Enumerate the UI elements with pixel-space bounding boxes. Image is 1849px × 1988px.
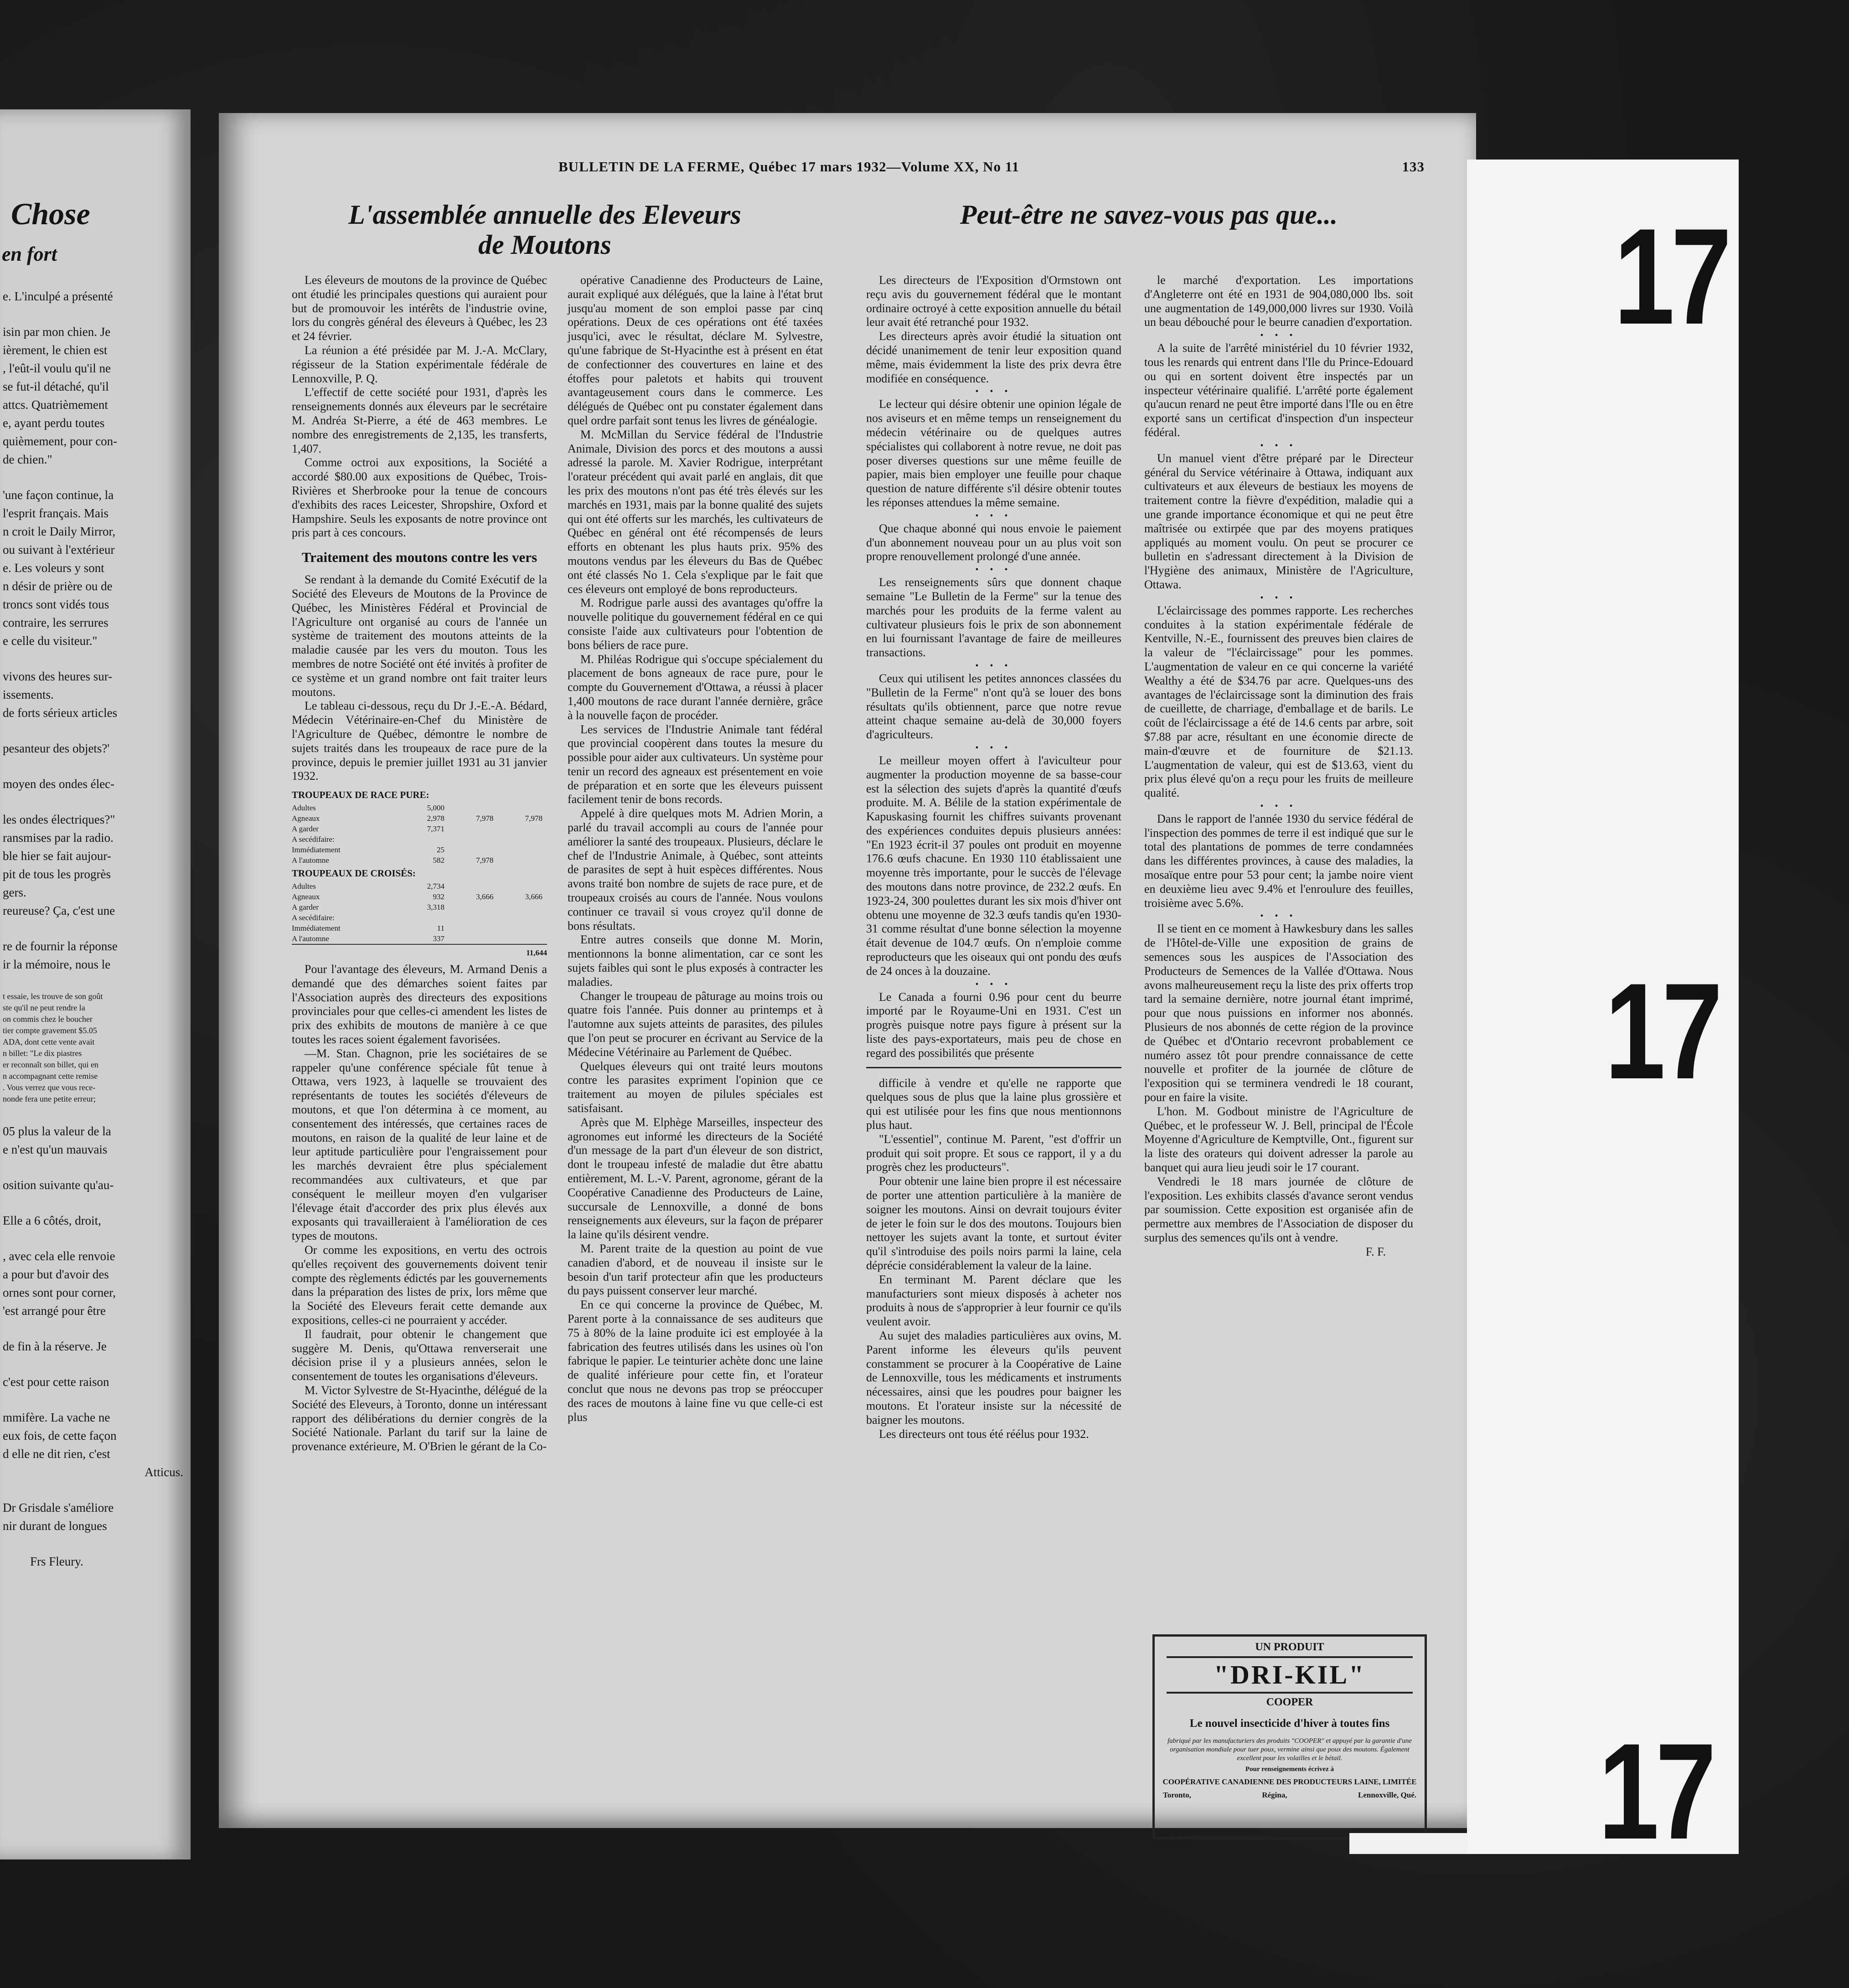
left-page-line: . Vous verrez que vous rece- — [3, 1083, 96, 1092]
article-2-paragraph: Il se tient en ce moment à Hawkesbury dans les salles de l'Hôtel-de-Ville une exposition de grains de semences sous les auspices de l'Association des Producteurs de Semences de la Vallée d'Ottawa. Nous avons malheureusement reçu la liste des prix offerts trop tard la semaine dernière, notre journal étant imprimé, pour que nous puissions en informer nos abonnés. Plusieurs de nos abonnés de cette région de la province de Québec et d'Ontario recevront probablement ce numéro assez tôt pour prendre connaissance de cette nouvelle et profiter de la journée de clôture de l'exposition qui se terminera vendredi le 18 courant, pour en faire la visite. — [1144, 922, 1413, 1104]
left-page-line: ransmises par la radio. — [3, 831, 114, 845]
line-gap — [3, 650, 191, 667]
article-1-paragraph: M. Rodrigue parle aussi des avantages qu'offre la nouvelle politique du gouvernement fédéral en ce qui consiste l'aide aux cultivateurs pour l'obtention de bons béliers de race pure. — [568, 596, 823, 652]
column-3 — [866, 273, 1121, 1441]
left-page-line: isin par mon chien. Je — [3, 325, 111, 339]
left-page-line: issements. — [3, 688, 54, 701]
table-cell: A l'automne — [292, 856, 329, 865]
ad-company: COOPÉRATIVE CANADIENNE DES PRODUCTEURS LAINE, LIMITÉE — [1162, 1777, 1417, 1786]
left-page-subheading: en fort — [2, 243, 57, 265]
table-row — [292, 803, 547, 813]
table-cell: 3,318 — [427, 903, 445, 912]
left-page-line: e celle du visiteur." — [3, 634, 98, 648]
line-gap — [3, 305, 191, 323]
line-gap — [3, 469, 191, 486]
left-page-line: e. Les voleurs y sont — [3, 561, 104, 575]
article-1-paragraph: Le tableau ci-dessous, reçu du Dr J.-E.-A. Bédard, Médecin Vétérinaire-en-Chef du Ministère de l'Agriculture de Québec, démontre le nombre de sujets traités dans les troupeaux de race pure de la province, depuis le premier juillet 1931 au 31 janvier 1932. — [292, 699, 547, 783]
left-page-line: ou suivant à l'extérieur — [3, 543, 115, 556]
section-separator: • • • — [1260, 440, 1297, 451]
article-2-paragraph: le marché d'exportation. Les importations d'Angleterre ont été en 1931 de 904,080,000 lbs. soit une augmentation de 149,000,000 livres sur 1930. Voilà un beau débouché pour le beurre canadien d'exportation. — [1144, 273, 1413, 329]
table-row — [292, 824, 547, 834]
left-page-line: gers. — [3, 886, 26, 899]
table-cell — [498, 824, 547, 834]
table-cell: 932 — [433, 892, 445, 901]
article-2-signature: F. F. — [1365, 1245, 1386, 1258]
table-cell: 2,734 — [427, 882, 445, 891]
table-cell: 2,978 — [427, 814, 445, 823]
article-2-paragraph: Le meilleur moyen offert à l'aviculteur pour augmenter la production moyenne de sa basse-cour est la sélection des sujets d'après la quantité d'œufs produite. M. A. Bélile de la station expérimentale de Kapuskasing fournit les chiffres suivants provenant des expériences conduites depuis plusieurs années: "En 1923 écrit-il 37 poules ont produit en moyenne 176.6 œufs chacune. En 1930 110 établissaient une moyenne très importante, pour le succès de l'élevage des moutons dans notre province, de 232.2 œufs. En 1923-24, 300 poulettes durant les six mois d'hiver ont obtenu une moyenne de 32.3 œufs tandis qu'en 1930-31 comme résultat d'une bonne sélection la moyenne était devenue de 104.7 œufs. On n'emploie comme reproducteurs que les oiseaux qui ont pondu des œufs de 24 onces à la douzaine. — [866, 753, 1121, 978]
left-page-line: 05 plus la valeur de la — [3, 1124, 111, 1138]
line-gap — [3, 722, 191, 739]
table-row — [292, 912, 547, 923]
left-page-line: 'est arrangé pour être — [3, 1304, 106, 1318]
line-gap — [3, 1159, 191, 1176]
section-separator: • • • — [975, 979, 1012, 989]
article-1-paragraph: Il faudrait, pour obtenir le changement que suggère M. Denis, qu'Ottawa renverserait une décision prise il y a plusieurs années, selon le consentement de toutes les organisations d'éleveurs. — [292, 1327, 547, 1383]
target-card-tab — [1349, 1833, 1468, 1854]
table-cell — [498, 845, 547, 855]
article-1-paragraph: Après que M. Elphège Marseilles, inspecteur des agronomes eut informé les directeurs de la Société d'un message de la part d'un éleveur de son district, dont le troupeau infesté de maladie dut être abattu entièrement, M. L.-V. Parent, agronome, gérant de la Coopérative Canadienne des Producteurs de Laine, succursale de Lennoxville, a donné de bons renseignements aux éleveurs, sur la façon de préparer la laine qu'ils désirent vendre. — [568, 1115, 823, 1241]
table-cell — [498, 803, 547, 813]
ad-city: Toronto, — [1163, 1791, 1191, 1799]
table-cell: A secédifaire: — [292, 913, 335, 922]
article-2-paragraph: A la suite de l'arrêté ministériel du 10 février 1932, tous les renards qui entrent dans l'Ile du Prince-Edouard ou qui en sortent doivent être inspectés par un inspecteur vétérinaire qualifié. L'arrêté porte également qu'aucun renard ne peut être importé dans l'Ile ou en être exporté sans un certificat d'inspection d'un inspecteur fédéral. — [1144, 341, 1413, 439]
left-page-line: on commis chez le boucher — [3, 1015, 93, 1024]
section-separator: • • • — [975, 386, 1012, 397]
table-cell: 5,000 — [427, 803, 445, 813]
section-separator: • • • — [975, 510, 1012, 521]
table-cell — [498, 933, 547, 944]
page-number: 133 — [1402, 159, 1425, 175]
table-cell: Agneaux — [292, 892, 320, 901]
left-page-signature: Atticus. — [145, 1465, 183, 1479]
running-head-text: BULLETIN DE LA FERME, Québec 17 mars 1932—Volume XX, No 11 — [558, 159, 1020, 175]
table-cell — [449, 912, 498, 923]
table-cell: 3,666 — [476, 892, 494, 901]
table-cell — [400, 912, 449, 923]
running-head — [558, 159, 1425, 175]
left-page-line: nir durant de longues — [3, 1519, 107, 1533]
column-rule — [866, 1067, 1121, 1068]
table-cell — [449, 803, 498, 813]
table-heading-row — [292, 787, 547, 803]
table-row — [292, 881, 547, 891]
left-page-heading: Chose — [11, 196, 90, 231]
left-page-line: , l'eût-il voulu qu'il ne — [3, 361, 111, 375]
table-cell — [449, 902, 498, 912]
article-1-paragraph: Quelques éleveurs qui ont traité leurs moutons contre les parasites expriment l'opinion que ce traitement au moyen de pilules spéciales est satisfaisant. — [568, 1059, 823, 1115]
ad-maker: COOPER — [1266, 1696, 1313, 1708]
previous-page-strip — [0, 109, 191, 1859]
table-total-row — [292, 944, 547, 958]
table-row — [292, 834, 547, 845]
section-separator: • • • — [975, 742, 1012, 753]
table-heading-row — [292, 865, 547, 881]
left-page-line: ble hier se fait aujour- — [3, 849, 111, 863]
article-1-paragraph: M. Victor Sylvestre de St-Hyacinthe, délégué de la Société des Eleveurs, à Toronto, donne un intéressant rapport des délibérations du dernier congrès de la Société Nationale. Parlant du tarif sur la laine de provenance extérieure, M. O'Brien le gérant de la Co- — [292, 1384, 547, 1453]
left-page-line: e. L'inculpé a présenté — [3, 289, 113, 303]
table-cell — [400, 834, 449, 845]
left-page-line: de fin à la réserve. Je — [3, 1339, 107, 1353]
left-page-line: de forts sérieux articles — [3, 706, 118, 720]
article-1-headline — [287, 200, 802, 260]
left-page-line: e n'est qu'un mauvais — [3, 1143, 108, 1156]
table-cell: Immédiatement — [292, 845, 341, 855]
table-cell: 7,978 — [476, 814, 494, 823]
left-page-line: Elle a 6 côtés, droit, — [3, 1214, 101, 1227]
table-cell: A garder — [292, 903, 319, 912]
article-1-paragraph: M. Philéas Rodrigue qui s'occupe spécialement du placement de bons agneaux de race pure, pour le compte du Gouvernement d'Ottawa, a réussi à placer 1,400 moutons de race durant l'année dernière, grâce à la nouvelle façon de procéder. — [568, 652, 823, 722]
line-gap — [3, 920, 191, 937]
line-gap — [3, 1355, 191, 1373]
table-row — [292, 933, 547, 944]
left-page-line: pesanteur des objets?' — [3, 742, 110, 755]
table-cell: Agneaux — [292, 814, 320, 823]
article-1-paragraph: Comme octroi aux expositions, la Société a accordé $80.00 aux expositions de Québec, Trois-Rivières et Sherbrooke pour la tenue de concours d'exhibits des races Leicester, Shropshire, Oxford et Hampshire. Seuls les exposants de notre province ont pris part à ces concours. — [292, 456, 547, 540]
line-gap — [3, 1391, 191, 1408]
table-cell: A l'automne — [292, 934, 329, 943]
table-row — [292, 923, 547, 933]
left-page-line: ir la mémoire, nous le — [3, 958, 111, 971]
left-page-line: se fut-il détaché, qu'il — [3, 380, 109, 393]
left-page-line: , avec cela elle renvoie — [3, 1249, 115, 1263]
target-number-top: 17 — [1614, 200, 1728, 353]
left-page-line: reureuse? Ça, c'est une — [3, 904, 115, 917]
left-page-line: nonde fera une petite erreur; — [3, 1094, 96, 1103]
table-cell — [498, 834, 547, 845]
table-cell — [498, 881, 547, 891]
article-1-paragraph: Les services de l'Industrie Animale tant fédéral que provincial coopèrent dans toutes la mesure du possible pour aider aux cultivateurs. Un système pour tenir un record des agneaux est présentement en voie de préparation et en sorte que les éleveurs puissent facilement tenir de bons records. — [568, 722, 823, 806]
article-1-paragraph: "L'essentiel", continue M. Parent, "est d'offrir un produit qui soit propre. Et sous ce rapport, il y a du progrès chez les producteurs". — [866, 1132, 1121, 1174]
target-number-middle: 17 — [1605, 954, 1719, 1107]
left-page-line: tier compte gravement $5.05 — [3, 1026, 97, 1035]
article-1-paragraph: difficile à vendre et qu'elle ne rapporte que quelques sous de plus que la laine plus grossière et qui est utilisée pour les fins que nous mentionnons plus haut. — [866, 1076, 1121, 1132]
table-cell: Adultes — [292, 803, 316, 813]
table-heading: TROUPEAUX DE CROISÉS: — [292, 868, 416, 879]
section-separator: • • • — [1260, 592, 1297, 603]
article-1-paragraph: Se rendant à la demande du Comité Exécutif de la Société des Eleveurs de Moutons de la Province de Québec, les Ministères Fédéral et Provincial de l'Agriculture ont organisé au cours de l'année un système de traitement des moutons atteints de la maladie causée par les vers du mouton. Tous les membres de notre Société ont été invités à profiter de ce système et un grand nombre ont fait traiter leurs moutons. — [292, 573, 547, 699]
left-page-line: ADA, dont cette vente avait — [3, 1037, 95, 1046]
column-1 — [292, 273, 547, 1454]
article-2-paragraph: Les directeurs après avoir étudié la situation ont décidé unanimement de tenir leur exposition quand même, mais évidemment la liste des prix devra être modifiée en conséquence. — [866, 330, 1121, 385]
left-page-text — [3, 287, 191, 1571]
line-gap — [3, 1535, 191, 1552]
left-page-line: n billet: "Le dix piastres — [3, 1049, 82, 1058]
article-1-paragraph: En terminant M. Parent déclare que les manufacturiers sont mieux disposés à acheter nos produits à nous de s'approprier à leur fournir ce qu'ils veulent avoir. — [866, 1272, 1121, 1329]
line-gap — [3, 793, 191, 810]
article-2-paragraph: Ceux qui utilisent les petites annonces classées du "Bulletin de la Ferme" n'ont qu'à se louer des bons résultats qu'ils obtiennent, parce que notre revue atteint chaque semaine au-delà de 30,000 foyers d'agriculteurs. — [866, 671, 1121, 742]
left-page-line: 'une façon continue, la — [3, 488, 114, 502]
ad-city: Lennoxville, Qué. — [1358, 1791, 1416, 1799]
left-page-signature: Frs Fleury. — [30, 1555, 83, 1568]
table-cell: 3,666 — [525, 892, 542, 901]
article-1-paragraph: En ce qui concerne la province de Québec, M. Parent porte à la connaissance de ses auditeurs que 75 à 80% de la laine produite ici est employée à la fabrication des feutres utilisés dans les usines où l'on fabrique le papier. Le teinturier achète donc une laine de qualité inférieure pour cette fin, et l'orateur conclut que nous ne devons pas trop se préoccuper des races de moutons à laine fine vu que celle-ci est plus — [568, 1298, 823, 1424]
table-cell: 582 — [433, 856, 445, 865]
line-gap — [3, 973, 191, 991]
article-2-paragraph: Les renseignements sûrs que donnent chaque semaine "Le Bulletin de la Ferme" sur la tenue des marchés pour les produits de la ferme valent au cultivateur plusieurs fois le prix de son abonnement en lui fournissant l'avantage de faire de meilleures transactions. — [866, 576, 1121, 659]
table-cell — [449, 881, 498, 891]
left-page-line: pit de tous les progrès — [3, 867, 111, 881]
article-1-headline-line-1: L'assemblée annuelle des Eleveurs — [348, 200, 741, 230]
left-page-line: osition suivante qu'au- — [3, 1178, 114, 1192]
table-cell: 7,371 — [427, 824, 445, 834]
table-row — [292, 855, 547, 865]
left-page-line: d elle ne dit rien, c'est — [3, 1447, 110, 1461]
table-cell: 25 — [437, 845, 445, 855]
table-cell: 7,978 — [476, 856, 494, 865]
left-page-line: n désir de prière ou de — [3, 579, 113, 593]
article-1-paragraph: M. Parent traite de la question au point de vue canadien d'abord, et de nouveau il insiste sur le besoin d'un tarif protecteur afin que les producteurs du pays puissent conserver leur marché. — [568, 1241, 823, 1298]
article-2-paragraph: Vendredi le 18 mars journée de clôture de l'exposition. Les exhibits classés d'avance seront vendus par soumission. Cette exposition est organisée afin de permettre aux membres de l'Association de disposer du surplus des semences qu'ils ont à vendre. — [1144, 1174, 1413, 1244]
article-2-headline: Peut-être ne savez-vous pas que... — [960, 200, 1338, 230]
article-2-paragraph: Les directeurs de l'Exposition d'Ormstown ont reçu avis du gouvernement fédéral que le montant ordinaire octroyé à cette exposition annuelle du bétail leur avait été retranché pour 1932. — [866, 273, 1121, 329]
left-page-line: moyen des ondes élec- — [3, 777, 115, 791]
article-2-paragraph: Un manuel vient d'être préparé par le Directeur général du Service vétérinaire à Ottawa, indiquant aux cultivateurs et aux éleveurs de bestiaux les moyens de traitement contre la fièvre d'expédition, maladie qui a une grande importance économique et qui ne peut être maîtrisée ou extirpée que par des moyens pratiques appliqués au moment voulu. On peut se procurer ce bulletin en s'adressant directement à la Division de l'Hygiène des animaux, Ministère de l'Agriculture, Ottawa. — [1144, 451, 1413, 591]
table-cell — [498, 912, 547, 923]
ad-tagline: Le nouvel insecticide d'hiver à toutes fins — [1189, 1717, 1390, 1730]
table-cell — [498, 902, 547, 912]
table-cell: 7,978 — [525, 814, 542, 823]
article-1-paragraph: Or comme les expositions, en vertu des octrois qu'elles reçoivent des gouvernements doivent tenir compte des règlements édictés par les gouvernements dans la préparation des listes de prix, lors même que la Société des Eleveurs ferait cette demande aux expositions, celles-ci ne pourraient y accéder. — [292, 1243, 547, 1327]
article-1-paragraph: Pour l'avantage des éleveurs, M. Armand Denis a demandé que des démarches soient faites par l'Association auprès des directeurs des expositions provinciales pour que celles-ci amendent les listes de prix des exhibits de moutons de manière à ce que toutes les races soient également favorisées. — [292, 963, 547, 1046]
table-total: 11,644 — [292, 944, 547, 958]
column-2 — [568, 273, 823, 1424]
article-1-paragraph: Les directeurs ont tous été réélus pour 1932. — [879, 1427, 1089, 1441]
line-gap — [3, 1194, 191, 1211]
left-page-line: l'esprit français. Mais — [3, 506, 109, 520]
left-page-line: a pour but d'avoir des — [3, 1267, 109, 1281]
left-page-line: c'est pour cette raison — [3, 1375, 109, 1389]
article-1-paragraph: Pour obtenir une laine bien propre il est nécessaire de porter une attention particulière à la manière de soigner les moutons. Ainsi on devrait toujours éviter de jeter le foin sur le dos des moutons. Toujours bien nettoyer les sujets avant la tonte, et surtout éviter qu'il s'introduise des poils noirs parmi la laine, cela déprécie considérablement la valeur de la laine. — [866, 1174, 1121, 1272]
table-cell — [449, 923, 498, 933]
left-page-line: attcs. Quatrièmement — [3, 398, 108, 412]
left-page-line: re de fournir la réponse — [3, 939, 118, 953]
left-page-line: quièmement, pour con- — [3, 434, 118, 448]
left-page-line: ièrement, le chien est — [3, 343, 108, 357]
article-1-paragraph: Appelé à dire quelques mots M. Adrien Morin, a parlé du travail accompli au cours de l'année pour améliorer la santé des troupeaux. Plusieurs, déclare le chef de l'Industrie Animale, à Québec, sont atteints de parasites de sept à huit espèces différentes. Nous avons traité bon nombre de sujets de race pure, et de troupeaux croisés au cours de l'année. Nous voulons continuer ce travail si vous croyez qu'il donne de bons résultats. — [568, 807, 823, 932]
section-separator: • • • — [975, 565, 1012, 575]
left-page-line: n accompagnant cette remise — [3, 1071, 98, 1081]
section-separator: • • • — [1260, 801, 1297, 811]
dri-kil-advertisement — [1152, 1634, 1427, 1839]
line-gap — [3, 757, 191, 775]
left-page-line: ornes sont pour corner, — [3, 1286, 116, 1299]
article-2-paragraph: Le lecteur qui désire obtenir une opinion légale de nos aviseurs et en même temps un renseignement du médecin vétérinaire ou de quelques autres spécialistes qui collaborent à notre revue, ne doit pas poser diverses questions sur une même feuille de papier, mais bien employer une feuille pour chaque question de nature différente s'il désire obtenir toutes les réponses attendues la même semaine. — [866, 397, 1121, 509]
table-cell — [449, 845, 498, 855]
table-cell: Adultes — [292, 882, 316, 891]
article-2-paragraph: Que chaque abonné qui nous envoie le paiement d'un abonnement nouveau pour un au plus voit son propre renouvellement prolongé d'une année. — [866, 521, 1121, 563]
article-1-paragraph: Entre autres conseils que donne M. Morin, mentionnons la bonne alimentation, car ce sont les sujets faibles qui sont le plus exposés à contracter les maladies. — [568, 933, 823, 989]
left-page-line: mmifère. La vache ne — [3, 1411, 110, 1424]
target-number-bottom: 17 — [1598, 1715, 1713, 1868]
table-cell — [498, 923, 547, 933]
table-row — [292, 845, 547, 855]
article-1-paragraph: Les éleveurs de moutons de la province de Québec ont étudié les principales questions qui auraient pour but de promouvoir les intérêts de l'industrie ovine, lors du congrès général des éleveurs à Québec, les 23 et 24 février. — [292, 273, 547, 343]
table-cell — [498, 855, 547, 865]
article-1-paragraph: L'effectif de cette société pour 1931, d'après les renseignements donnés aux éleveurs par le secrétaire M. Andréa St-Pierre, a été de 463 membres. Le nombre des enregistrements de 2,135, les transferts, 1,407. — [292, 386, 547, 455]
left-page-line: contraire, les serrures — [3, 616, 108, 629]
table-cell: 11 — [437, 924, 445, 933]
article-1-paragraph: Au sujet des maladies particulières aux ovins, M. Parent informe les éleveurs qu'ils peuvent constamment se procurer à la Coopérative de Laine de Lennoxville, tous les médicaments et instruments nécessaires, ainsi que les poudres pour baigner les moutons. Et l'orateur insiste sur la nécessité de baigner les moutons. — [866, 1329, 1121, 1427]
left-page-line: n croit le Daily Mirror, — [3, 525, 116, 538]
article-2-paragraph: Le Canada a fourni 0.96 pour cent du beurre importé par le Royaume-Uni en 1931. C'est un progrès puisque notre pays figure à présent sur la liste des pays-exportateurs, mais peu de chose en regard des possibilités que présente — [866, 990, 1121, 1060]
table-cell — [449, 933, 498, 944]
article-1-paragraph: Changer le troupeau de pâturage au moins trois ou quatre fois l'année. Puis donner au printemps et à l'automne aux sujets atteints de parasites, des pilules que l'on peut se procurer en écrivant au Service de la Médecine Vétérinaire au Parlement de Québec. — [568, 989, 823, 1059]
line-gap — [3, 1320, 191, 1337]
article-1-paragraph: opérative Canadienne des Producteurs de Laine, aurait expliqué aux délégués, que la laine à l'état brut jusqu'au moment de son emploi passe par cinq opérations. Deux de ces opérations ont été taxées jusqu'ici, avec le résultat, déclare M. Sylvestre, qu'une fabrique de St-Hyacinthe est à présent en état de confectionner des couvertures en laine et des étoffes pour paletots et habits qui trouvent avantageusement cours dans le commerce. Les délégués de Québec ont pu constater également dans quel ordre parfait sont tenus les livres de généalogie. — [568, 273, 823, 427]
left-page-line: Dr Grisdale s'améliore — [3, 1501, 114, 1514]
table-cell — [449, 824, 498, 834]
ad-brand: "DRI-KIL" — [1167, 1656, 1413, 1694]
article-1-paragraph: —M. Stan. Chagnon, prie les sociétaires de se rappeler qu'une conférence spéciale fût tenue à Ottawa, vers 1923, à laquelle se trouvaient des représentants de toutes les sociétés d'éleveurs de moutons, et que l'on détermina à ce moment, au consentement des intéressés, que certaines races de moutons, en raison de la qualité de leur laine et de leur aptitude particulière pour l'engraissement pour les marchés devraient être plus spécialement recommandées aux cultivateurs, et que par conséquent le meilleur moyen d'en vulgariser l'élevage était d'accorder des prix plus élevés aux exposants qui travailleraient à l'amélioration de ces types de moutons. — [292, 1046, 547, 1243]
newspaper-page — [219, 113, 1476, 1828]
table-row — [292, 813, 547, 824]
article-2-paragraph: L'éclaircissage des pommes rapporte. Les recherches conduites à la station expérimentale fédérale de Kentville, N.-E., fournissent des preuves bien claires de la valeur de "l'éclaircissage" pour les pommes. L'augmentation de valeur en ce qui concerne la variété Wealthy a été de $34.76 par acre. Quelques-uns des avantages de l'éclaircissage sont la diminution des frais de cueillette, de charriage, d'emballage et de barils. Le coût de l'éclaircissage a été de 14.6 cents par arbre, soit $7.88 par acre, résultant en une économie directe de main-d'œuvre et de fourniture de $21.13. L'augmentation de valeur, qui est de $13.63, vient du prix plus élevé qu'on a reçu pour les fruits de meilleure qualité. — [1144, 603, 1413, 800]
table-cell: 337 — [433, 934, 445, 943]
article-2-paragraph: L'hon. M. Godbout ministre de l'Agriculture de Québec, et le professeur W. J. Bell, principal de l'École Moyenne d'Agriculture de Kemptville, Ont., figurent sur la liste des orateurs qui doivent adresser la parole au banquet qui aura lieu jeudi soir le 17 courant. — [1144, 1104, 1413, 1174]
table-row — [292, 891, 547, 902]
line-gap — [3, 1481, 191, 1499]
table-cell: Immédiatement — [292, 924, 341, 933]
article-1-paragraph: La réunion a été présidée par M. J.-A. McClary, régisseur de la Station expérimentale fédérale de Lennoxville, P. Q. — [292, 343, 547, 385]
table-cell — [449, 834, 498, 845]
column-4 — [1144, 273, 1413, 1259]
article-2-paragraph: Dans le rapport de l'année 1930 du service fédéral de l'inspection des pommes de terre il est indiqué que sur le total des plantations de pommes de terre condamnées dans les différentes provinces, à cause des maladies, la mosaïque entre pour 53 pour cent; la jambe noire vient en deuxième lieu avec 9.4% et l'enroulure des feuilles, troisième avec 5.6%. — [1144, 812, 1413, 910]
article-1-paragraph: M. McMillan du Service fédéral de l'Industrie Animale, Division des porcs et des moutons a aussi adressé la parole. M. Xavier Rodrigue, interprétant l'orateur précédent qui avait parlé en anglais, dit que les prix des moutons n'ont pas été très élevés sur les marchés en 1931, mais par la bonne qualité des sujets qui ont été offerts sur les marchés, les cultivateurs de Québec en général ont été récompensés de leurs efforts en obtenant les plus hauts prix. 95% des moutons vendus par les éleveurs du Bas de Québec ont été classés No 1. Cela s'explique par le fait que ces éleveurs ont employé de bons reproducteurs. — [568, 427, 823, 596]
line-gap — [3, 1230, 191, 1247]
left-page-line: vivons des heures sur- — [3, 670, 113, 683]
sheep-treatment-table — [292, 787, 547, 958]
section-separator: • • • — [1260, 330, 1297, 341]
table-row — [292, 902, 547, 912]
line-gap — [3, 1105, 191, 1122]
table-cell: A garder — [292, 824, 319, 834]
left-page-line: troncs sont vidés tous — [3, 597, 109, 611]
table-heading: TROUPEAUX DE RACE PURE: — [292, 789, 429, 801]
article-1-headline-line-2: de Moutons — [478, 230, 611, 260]
table-cell: A secédifaire: — [292, 835, 335, 844]
article-1-subhead: Traitement des moutons contre les vers — [301, 549, 537, 566]
left-page-line: e, ayant perdu toutes — [3, 416, 105, 430]
ad-fine-print: fabriqué par les manufacturiers des produits "COOPER" et appuyé par la garantie d'une organisation mondiale pour tuer poux, vermine ainsi que poux des moutons. Également excellent pour les volailles et le bétail. — [1167, 1737, 1412, 1762]
left-page-line: de chien." — [3, 453, 52, 466]
ad-order-line: Pour renseignements écrivez à — [1245, 1766, 1334, 1773]
left-page-line: les ondes électriques?" — [3, 813, 115, 826]
left-page-line: ste qu'il ne peut rendre la — [3, 1003, 85, 1012]
left-page-line: er reconnaît son billet, qui en — [3, 1060, 98, 1069]
section-separator: • • • — [1260, 911, 1297, 922]
left-page-line: eux fois, de cette façon — [3, 1429, 117, 1442]
ad-line-1: UN PRODUIT — [1255, 1641, 1324, 1653]
section-separator: • • • — [975, 660, 1012, 671]
ad-city: Régina, — [1262, 1791, 1287, 1799]
ad-cities — [1155, 1791, 1425, 1800]
left-page-line: t essaie, les trouve de son goût — [3, 992, 103, 1001]
